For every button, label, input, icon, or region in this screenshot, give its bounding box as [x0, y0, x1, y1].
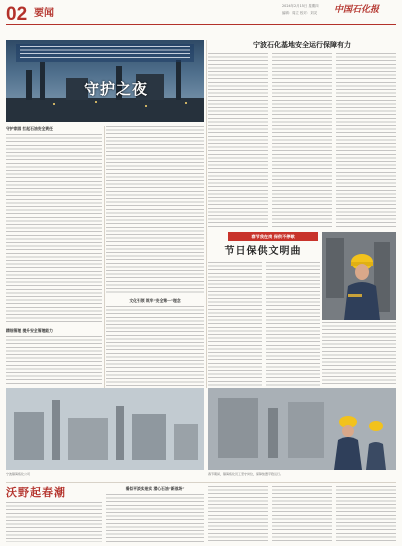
top-right-text [208, 53, 268, 229]
middle-col-text [106, 306, 204, 386]
masthead-rule [6, 24, 396, 25]
left-col-text-a [6, 134, 102, 322]
banner [228, 232, 318, 241]
page-number: 02 [6, 4, 28, 25]
column-rule [104, 126, 105, 388]
left-subhead-1: 守护家园 扛起石油安全责任 [6, 126, 53, 131]
bottom-mid-subhead: 看似平淡实是实 潜心石油“新战场” [125, 486, 185, 491]
plant-illustration [208, 388, 396, 470]
bottom-right-text-b [272, 486, 332, 542]
column-rule [206, 40, 207, 388]
worker-illustration [322, 232, 396, 320]
date-line: 2024年2月15日 星期四 [282, 4, 319, 8]
factory-illustration [6, 388, 204, 470]
top-right-text-3 [336, 53, 396, 229]
left-col-text-c [6, 336, 102, 386]
worker-photo [322, 232, 396, 320]
plant-photo [208, 388, 396, 470]
bottom-right-text-c [336, 486, 396, 542]
middle-subhead: 文化引领 筑牢“安全第一”理念 [129, 298, 181, 303]
bottom-left-headline: 沃野起春潮 [6, 486, 66, 499]
bottom-right-text-a [208, 486, 268, 542]
newspaper-logo: 中国石化报 [334, 5, 380, 15]
left-subhead-2: 精细管理 提升安全管理能力 [6, 328, 53, 333]
photo-caption-lines [20, 46, 190, 60]
top-right-text-2 [272, 53, 332, 229]
banner-text: 春节我在岗 保供不停歇 [251, 234, 295, 239]
mid-right-text-b [266, 262, 320, 386]
top-right-headline: 宁波石化基地安全运行保障有力 [253, 40, 351, 49]
photo-caption-left: 宁波镇海炼化公司 [6, 472, 31, 476]
bottom-left-text-a [6, 502, 102, 542]
left-col-text-b [106, 126, 204, 294]
mid-right-text-a [208, 262, 262, 386]
right-col-text [322, 322, 396, 386]
photo-overlay-title: 守护之夜 [84, 80, 149, 98]
middle-right-headline: 节日保供文明曲 [224, 246, 302, 257]
top-left-photo [6, 40, 204, 122]
bottom-mid-text [106, 494, 204, 542]
photo-caption-right: 春节期间，镇海炼化员工坚守岗位，保障装置平稳运行。 [208, 472, 284, 476]
section-rule [6, 482, 396, 483]
section-title: 要闻 [34, 8, 54, 19]
editor-line: 编辑：周立 校对：刘灵 [282, 11, 317, 15]
masthead [0, 0, 402, 36]
left-large-photo [6, 388, 204, 470]
